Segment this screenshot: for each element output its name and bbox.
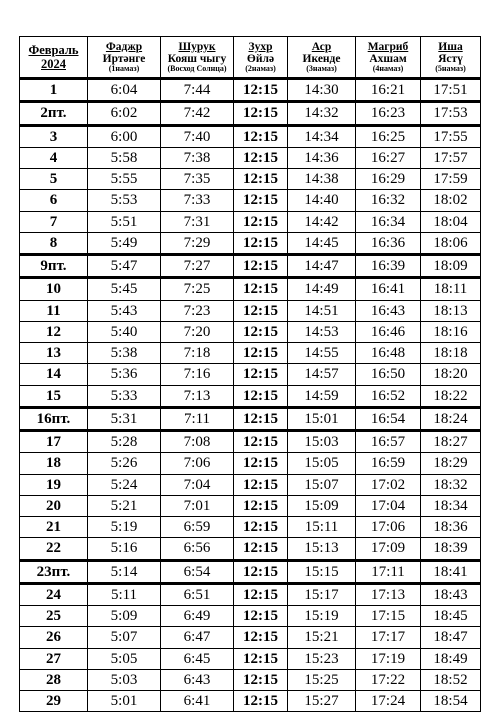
shuruk-cell: 6:56 — [161, 538, 234, 560]
isha-name: Иша — [438, 40, 463, 53]
table-row — [20, 669, 481, 690]
table-row — [20, 583, 481, 605]
fajr-cell: 5:45 — [88, 278, 161, 300]
isha-cell: 18:45 — [421, 606, 481, 627]
fajr-cell: 5:31 — [88, 407, 161, 430]
zuhr-cell: 12:15 — [234, 278, 288, 300]
isha-cell: 18:54 — [421, 691, 481, 712]
zuhr-cell: 12:15 — [234, 385, 288, 407]
maghrib-cell: 16:57 — [356, 431, 421, 453]
shuruk-cell: 6:51 — [161, 583, 234, 605]
shuruk-cell: 7:01 — [161, 495, 234, 516]
zuhr-cell: 12:15 — [234, 232, 288, 254]
day-cell: 12 — [20, 321, 88, 342]
isha-cell: 18:16 — [421, 321, 481, 342]
day-cell: 16пт. — [20, 407, 88, 430]
table-row — [20, 255, 481, 278]
fajr-cell: 5:38 — [88, 343, 161, 364]
maghrib-cell: 16:39 — [356, 255, 421, 278]
day-cell: 22 — [20, 538, 88, 560]
day-cell: 4 — [20, 147, 88, 168]
maghrib-cell: 17:15 — [356, 606, 421, 627]
maghrib-cell: 16:34 — [356, 211, 421, 232]
maghrib-cell: 17:09 — [356, 538, 421, 560]
zuhr-cell: 12:15 — [234, 343, 288, 364]
maghrib-cell: 16:41 — [356, 278, 421, 300]
shuruk-cell: 6:49 — [161, 606, 234, 627]
table-row — [20, 300, 481, 321]
day-cell: 18 — [20, 453, 88, 474]
zuhr-cell: 12:15 — [234, 255, 288, 278]
maghrib-tatar: Ахшам — [369, 52, 407, 65]
fajr-cell: 5:07 — [88, 627, 161, 648]
day-cell: 11 — [20, 300, 88, 321]
maghrib-cell: 16:52 — [356, 385, 421, 407]
zuhr-cell: 12:15 — [234, 190, 288, 211]
asr-cell: 15:01 — [288, 407, 356, 430]
fajr-cell: 5:09 — [88, 606, 161, 627]
maghrib-cell: 16:59 — [356, 453, 421, 474]
table-body — [20, 79, 481, 712]
maghrib-cell: 16:43 — [356, 300, 421, 321]
isha-cell: 18:39 — [421, 538, 481, 560]
table-row — [20, 495, 481, 516]
table-row — [20, 232, 481, 254]
asr-cell: 14:32 — [288, 102, 356, 125]
fajr-cell: 5:40 — [88, 321, 161, 342]
day-cell: 14 — [20, 364, 88, 385]
zuhr-cell: 12:15 — [234, 691, 288, 712]
month-header — [20, 37, 88, 79]
table-row — [20, 606, 481, 627]
fajr-cell: 5:43 — [88, 300, 161, 321]
maghrib-sub: (4намаз) — [372, 63, 404, 73]
maghrib-cell: 16:21 — [356, 79, 421, 102]
asr-cell: 14:36 — [288, 147, 356, 168]
day-cell: 28 — [20, 669, 88, 690]
day-cell: 19 — [20, 474, 88, 495]
isha-cell: 18:52 — [421, 669, 481, 690]
table-row — [20, 190, 481, 211]
maghrib-header — [356, 37, 421, 79]
table-row — [20, 102, 481, 125]
zuhr-cell: 12:15 — [234, 102, 288, 125]
zuhr-cell: 12:15 — [234, 300, 288, 321]
shuruk-cell: 7:25 — [161, 278, 234, 300]
table-row — [20, 431, 481, 453]
day-cell: 2пт. — [20, 102, 88, 125]
asr-tatar: Икенде — [302, 52, 341, 65]
table-row — [20, 169, 481, 190]
fajr-cell: 5:53 — [88, 190, 161, 211]
fajr-cell: 6:02 — [88, 102, 161, 125]
maghrib-cell: 16:46 — [356, 321, 421, 342]
table-row — [20, 691, 481, 712]
day-cell: 13 — [20, 343, 88, 364]
fajr-cell: 5:47 — [88, 255, 161, 278]
table-header — [20, 37, 481, 79]
fajr-cell: 5:36 — [88, 364, 161, 385]
shuruk-cell: 6:59 — [161, 517, 234, 538]
table-row — [20, 474, 481, 495]
zuhr-tatar: Өйлә — [246, 52, 275, 65]
fajr-cell: 6:04 — [88, 79, 161, 102]
table-row — [20, 538, 481, 560]
shuruk-cell: 7:35 — [161, 169, 234, 190]
fajr-cell: 5:19 — [88, 517, 161, 538]
maghrib-cell: 16:23 — [356, 102, 421, 125]
header-row — [20, 37, 481, 79]
fajr-cell: 5:11 — [88, 583, 161, 605]
zuhr-cell: 12:15 — [234, 321, 288, 342]
isha-cell: 17:51 — [421, 79, 481, 102]
isha-cell: 18:49 — [421, 648, 481, 669]
zuhr-name: Зухр — [248, 40, 273, 53]
shuruk-header — [161, 37, 234, 79]
shuruk-cell: 7:18 — [161, 343, 234, 364]
asr-cell: 14:42 — [288, 211, 356, 232]
asr-cell: 14:53 — [288, 321, 356, 342]
maghrib-cell: 17:04 — [356, 495, 421, 516]
isha-cell: 18:09 — [421, 255, 481, 278]
fajr-cell: 5:24 — [88, 474, 161, 495]
isha-cell: 18:20 — [421, 364, 481, 385]
isha-cell: 17:55 — [421, 125, 481, 147]
isha-header — [421, 37, 481, 79]
maghrib-cell: 16:25 — [356, 125, 421, 147]
fajr-cell: 5:14 — [88, 560, 161, 583]
asr-cell: 15:17 — [288, 583, 356, 605]
day-cell: 9пт. — [20, 255, 88, 278]
day-cell: 25 — [20, 606, 88, 627]
fajr-cell: 6:00 — [88, 125, 161, 147]
isha-cell: 18:34 — [421, 495, 481, 516]
maghrib-cell: 17:11 — [356, 560, 421, 583]
maghrib-cell: 17:17 — [356, 627, 421, 648]
shuruk-cell: 6:43 — [161, 669, 234, 690]
shuruk-cell: 7:40 — [161, 125, 234, 147]
table-row — [20, 125, 481, 147]
zuhr-cell: 12:15 — [234, 648, 288, 669]
isha-cell: 18:36 — [421, 517, 481, 538]
fajr-cell: 5:03 — [88, 669, 161, 690]
day-cell: 17 — [20, 431, 88, 453]
maghrib-cell: 16:48 — [356, 343, 421, 364]
zuhr-cell: 12:15 — [234, 169, 288, 190]
shuruk-cell: 6:54 — [161, 560, 234, 583]
shuruk-sub: (Восход Солнца) — [167, 63, 227, 73]
table-row — [20, 321, 481, 342]
zuhr-cell: 12:15 — [234, 453, 288, 474]
zuhr-cell: 12:15 — [234, 211, 288, 232]
isha-cell: 18:24 — [421, 407, 481, 430]
asr-cell: 14:59 — [288, 385, 356, 407]
asr-cell: 15:27 — [288, 691, 356, 712]
isha-cell: 18:02 — [421, 190, 481, 211]
shuruk-cell: 7:08 — [161, 431, 234, 453]
isha-cell: 17:57 — [421, 147, 481, 168]
day-cell: 20 — [20, 495, 88, 516]
zuhr-cell: 12:15 — [234, 627, 288, 648]
zuhr-cell: 12:15 — [234, 669, 288, 690]
zuhr-cell: 12:15 — [234, 560, 288, 583]
asr-cell: 14:55 — [288, 343, 356, 364]
isha-sub: (5намаз) — [435, 63, 466, 73]
maghrib-cell: 16:29 — [356, 169, 421, 190]
shuruk-cell: 7:42 — [161, 102, 234, 125]
shuruk-cell: 6:41 — [161, 691, 234, 712]
shuruk-name: Шурук — [178, 40, 216, 53]
shuruk-cell: 7:16 — [161, 364, 234, 385]
asr-cell: 15:21 — [288, 627, 356, 648]
day-cell: 7 — [20, 211, 88, 232]
asr-name: Аср — [311, 40, 332, 53]
asr-cell: 14:57 — [288, 364, 356, 385]
maghrib-cell: 17:19 — [356, 648, 421, 669]
isha-cell: 18:41 — [421, 560, 481, 583]
isha-cell: 18:22 — [421, 385, 481, 407]
isha-cell: 17:53 — [421, 102, 481, 125]
asr-cell: 14:40 — [288, 190, 356, 211]
zuhr-cell: 12:15 — [234, 517, 288, 538]
asr-cell: 15:25 — [288, 669, 356, 690]
maghrib-cell: 16:36 — [356, 232, 421, 254]
table-row — [20, 560, 481, 583]
asr-cell: 15:11 — [288, 517, 356, 538]
zuhr-cell: 12:15 — [234, 79, 288, 102]
asr-header — [288, 37, 356, 79]
prayer-schedule-table — [19, 36, 481, 712]
shuruk-cell: 7:29 — [161, 232, 234, 254]
asr-cell: 14:30 — [288, 79, 356, 102]
zuhr-cell: 12:15 — [234, 538, 288, 560]
fajr-cell: 5:05 — [88, 648, 161, 669]
day-cell: 15 — [20, 385, 88, 407]
table-row — [20, 79, 481, 102]
shuruk-cell: 7:38 — [161, 147, 234, 168]
isha-tatar: Ястү — [438, 52, 463, 65]
month-label: Февраль — [28, 42, 79, 57]
shuruk-cell: 7:33 — [161, 190, 234, 211]
table-row — [20, 627, 481, 648]
isha-cell: 18:13 — [421, 300, 481, 321]
shuruk-cell: 7:31 — [161, 211, 234, 232]
zuhr-cell: 12:15 — [234, 606, 288, 627]
maghrib-cell: 16:54 — [356, 407, 421, 430]
asr-cell: 14:47 — [288, 255, 356, 278]
table-row — [20, 453, 481, 474]
shuruk-cell: 7:23 — [161, 300, 234, 321]
table-row — [20, 407, 481, 430]
zuhr-cell: 12:15 — [234, 495, 288, 516]
day-cell: 21 — [20, 517, 88, 538]
day-cell: 8 — [20, 232, 88, 254]
fajr-cell: 5:51 — [88, 211, 161, 232]
shuruk-cell: 7:27 — [161, 255, 234, 278]
asr-cell: 15:07 — [288, 474, 356, 495]
day-cell: 27 — [20, 648, 88, 669]
asr-cell: 14:49 — [288, 278, 356, 300]
shuruk-cell: 7:44 — [161, 79, 234, 102]
maghrib-name: Магриб — [367, 40, 409, 53]
table-row — [20, 211, 481, 232]
zuhr-cell: 12:15 — [234, 407, 288, 430]
fajr-tatar: Иртәнге — [102, 52, 146, 65]
isha-cell: 18:47 — [421, 627, 481, 648]
zuhr-sub: (2намаз) — [245, 63, 276, 73]
day-cell: 6 — [20, 190, 88, 211]
table-row — [20, 648, 481, 669]
shuruk-cell: 6:47 — [161, 627, 234, 648]
isha-cell: 18:43 — [421, 583, 481, 605]
maghrib-cell: 16:27 — [356, 147, 421, 168]
isha-cell: 18:18 — [421, 343, 481, 364]
asr-cell: 15:23 — [288, 648, 356, 669]
fajr-cell: 5:21 — [88, 495, 161, 516]
maghrib-cell: 17:22 — [356, 669, 421, 690]
day-cell: 10 — [20, 278, 88, 300]
maghrib-cell: 17:02 — [356, 474, 421, 495]
asr-cell: 14:34 — [288, 125, 356, 147]
asr-cell: 15:03 — [288, 431, 356, 453]
shuruk-cell: 7:04 — [161, 474, 234, 495]
zuhr-cell: 12:15 — [234, 125, 288, 147]
day-cell: 3 — [20, 125, 88, 147]
table-row — [20, 385, 481, 407]
fajr-cell: 5:55 — [88, 169, 161, 190]
asr-cell: 14:51 — [288, 300, 356, 321]
table-row — [20, 364, 481, 385]
fajr-cell: 5:28 — [88, 431, 161, 453]
asr-cell: 15:19 — [288, 606, 356, 627]
day-cell: 23пт. — [20, 560, 88, 583]
shuruk-cell: 7:20 — [161, 321, 234, 342]
table-row — [20, 147, 481, 168]
asr-cell: 14:45 — [288, 232, 356, 254]
fajr-sub: (1намаз) — [108, 63, 140, 73]
zuhr-cell: 12:15 — [234, 474, 288, 495]
maghrib-cell: 16:32 — [356, 190, 421, 211]
zuhr-cell: 12:15 — [234, 364, 288, 385]
fajr-header — [88, 37, 161, 79]
fajr-cell: 5:26 — [88, 453, 161, 474]
maghrib-cell: 17:13 — [356, 583, 421, 605]
shuruk-cell: 7:06 — [161, 453, 234, 474]
isha-cell: 18:06 — [421, 232, 481, 254]
fajr-cell: 5:49 — [88, 232, 161, 254]
isha-cell: 18:11 — [421, 278, 481, 300]
shuruk-cell: 7:11 — [161, 407, 234, 430]
asr-cell: 15:09 — [288, 495, 356, 516]
maghrib-cell: 17:06 — [356, 517, 421, 538]
table-row — [20, 278, 481, 300]
zuhr-cell: 12:15 — [234, 431, 288, 453]
zuhr-cell: 12:15 — [234, 147, 288, 168]
maghrib-cell: 16:50 — [356, 364, 421, 385]
fajr-cell: 5:33 — [88, 385, 161, 407]
zuhr-cell: 12:15 — [234, 583, 288, 605]
asr-cell: 15:05 — [288, 453, 356, 474]
isha-cell: 18:32 — [421, 474, 481, 495]
fajr-cell: 5:16 — [88, 538, 161, 560]
isha-cell: 18:04 — [421, 211, 481, 232]
zuhr-header — [234, 37, 288, 79]
table-row — [20, 517, 481, 538]
asr-cell: 15:13 — [288, 538, 356, 560]
fajr-cell: 5:01 — [88, 691, 161, 712]
shuruk-tatar: Кояш чыгу — [167, 52, 227, 65]
fajr-cell: 5:58 — [88, 147, 161, 168]
isha-cell: 17:59 — [421, 169, 481, 190]
asr-cell: 14:38 — [288, 169, 356, 190]
day-cell: 24 — [20, 583, 88, 605]
asr-sub: (3намаз) — [306, 63, 337, 73]
shuruk-cell: 6:45 — [161, 648, 234, 669]
isha-cell: 18:27 — [421, 431, 481, 453]
fajr-name: Фаджр — [105, 40, 143, 53]
shuruk-cell: 7:13 — [161, 385, 234, 407]
day-cell: 26 — [20, 627, 88, 648]
day-cell: 5 — [20, 169, 88, 190]
day-cell: 29 — [20, 691, 88, 712]
table-row — [20, 343, 481, 364]
asr-cell: 15:15 — [288, 560, 356, 583]
year-label: 2024 — [41, 57, 66, 71]
day-cell: 1 — [20, 79, 88, 102]
maghrib-cell: 17:24 — [356, 691, 421, 712]
isha-cell: 18:29 — [421, 453, 481, 474]
